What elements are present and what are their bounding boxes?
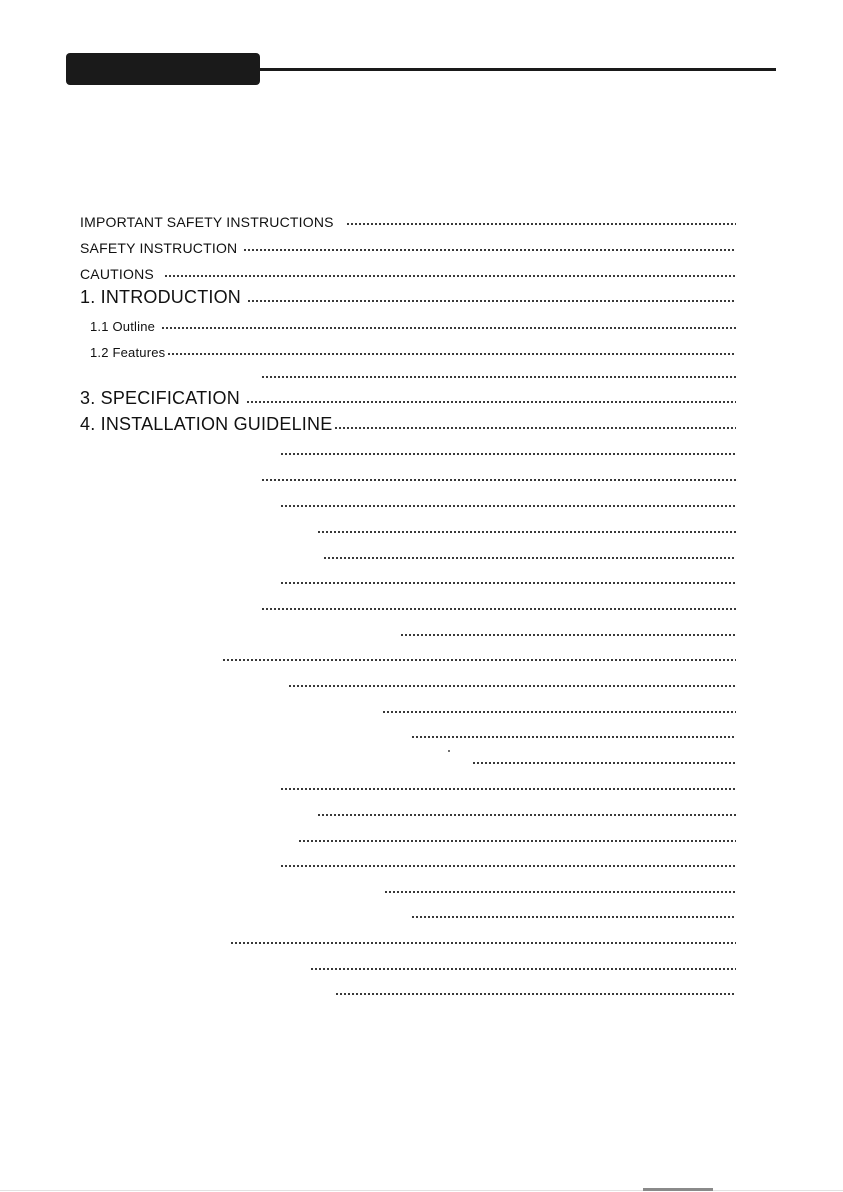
toc-leader-dots <box>310 967 736 971</box>
toc-leader-dots <box>280 787 736 791</box>
toc-leader-dots <box>164 274 736 278</box>
page-bottom-mark <box>643 1188 713 1191</box>
toc-leader-dots <box>280 452 736 456</box>
page-bottom-edge <box>0 1190 843 1191</box>
toc-leader-dots <box>161 326 736 330</box>
toc-leader-dots <box>243 248 736 252</box>
toc-leader-dots <box>230 941 736 945</box>
toc-leader-dots <box>382 710 736 714</box>
toc-leader-dots <box>280 864 736 868</box>
toc-leader-dots <box>472 761 736 765</box>
toc-entry-label: 1.2 Features <box>90 345 166 360</box>
toc-entry[interactable] <box>280 569 736 589</box>
toc-entry[interactable] <box>411 723 736 743</box>
toc-entry[interactable] <box>288 672 736 692</box>
toc-entry-label: 1. INTRODUCTION <box>80 287 242 307</box>
toc-entry[interactable] <box>411 903 736 923</box>
toc-entry-label: IMPORTANT SAFETY INSTRUCTIONS <box>80 214 334 230</box>
toc-leader-dots <box>280 581 736 585</box>
toc-entry[interactable] <box>80 262 736 282</box>
toc-entry[interactable] <box>261 363 736 383</box>
toc-entry[interactable] <box>90 314 736 334</box>
toc-leader-dots <box>167 352 736 356</box>
toc-entry[interactable] <box>400 621 736 641</box>
toc-leader-dots <box>246 400 736 404</box>
toc-leader-dots <box>261 478 736 482</box>
toc-leader-dots <box>411 915 736 919</box>
toc-entry[interactable] <box>384 878 736 898</box>
toc-entry[interactable] <box>310 955 736 975</box>
toc-entry[interactable] <box>382 698 736 718</box>
toc-entry[interactable] <box>230 929 736 949</box>
toc-leader-dots <box>280 504 736 508</box>
toc-entry[interactable] <box>222 646 736 666</box>
stray-dot-mark <box>448 750 450 752</box>
toc-leader-dots <box>298 839 736 843</box>
toc-leader-dots <box>247 299 736 303</box>
toc-leader-dots <box>261 607 736 611</box>
toc-entry-label: 1.1 Outline <box>90 319 156 334</box>
toc-entry[interactable] <box>317 801 736 821</box>
toc-entry[interactable] <box>80 287 736 307</box>
toc-entry[interactable] <box>80 236 736 256</box>
toc-entry-label: 4. INSTALLATION GUIDELINE <box>80 414 333 434</box>
toc-entry[interactable] <box>80 414 736 434</box>
toc-entry[interactable] <box>261 595 736 615</box>
toc-entry[interactable] <box>261 466 736 486</box>
toc-leader-dots <box>334 426 736 430</box>
toc-entry[interactable] <box>472 749 736 769</box>
toc-leader-dots <box>384 890 736 894</box>
toc-entry[interactable] <box>298 827 736 847</box>
toc-leader-dots <box>317 813 736 817</box>
toc-entry[interactable] <box>335 980 736 1000</box>
toc-leader-dots <box>411 735 736 739</box>
toc-entry-label: 3. SPECIFICATION <box>80 388 240 408</box>
toc-entry[interactable] <box>280 852 736 872</box>
toc-entry[interactable] <box>280 775 736 795</box>
toc-entry[interactable] <box>80 388 736 408</box>
toc-entry-label: SAFETY INSTRUCTION <box>80 240 238 256</box>
toc-leader-dots <box>335 992 736 996</box>
toc-leader-dots <box>288 684 736 688</box>
toc-leader-dots <box>323 556 736 560</box>
toc-entry[interactable] <box>80 210 736 230</box>
toc-entry[interactable] <box>323 544 736 564</box>
toc-entry[interactable] <box>280 440 736 460</box>
toc-leader-dots <box>346 222 736 226</box>
toc-leader-dots <box>317 530 736 534</box>
toc-leader-dots <box>400 633 736 637</box>
toc-leader-dots <box>222 658 736 662</box>
toc-leader-dots <box>261 375 736 379</box>
toc-entry[interactable] <box>90 340 736 360</box>
toc-entry-label: CAUTIONS <box>80 266 154 282</box>
toc-entry[interactable] <box>280 492 736 512</box>
toc-entry[interactable] <box>317 518 736 538</box>
